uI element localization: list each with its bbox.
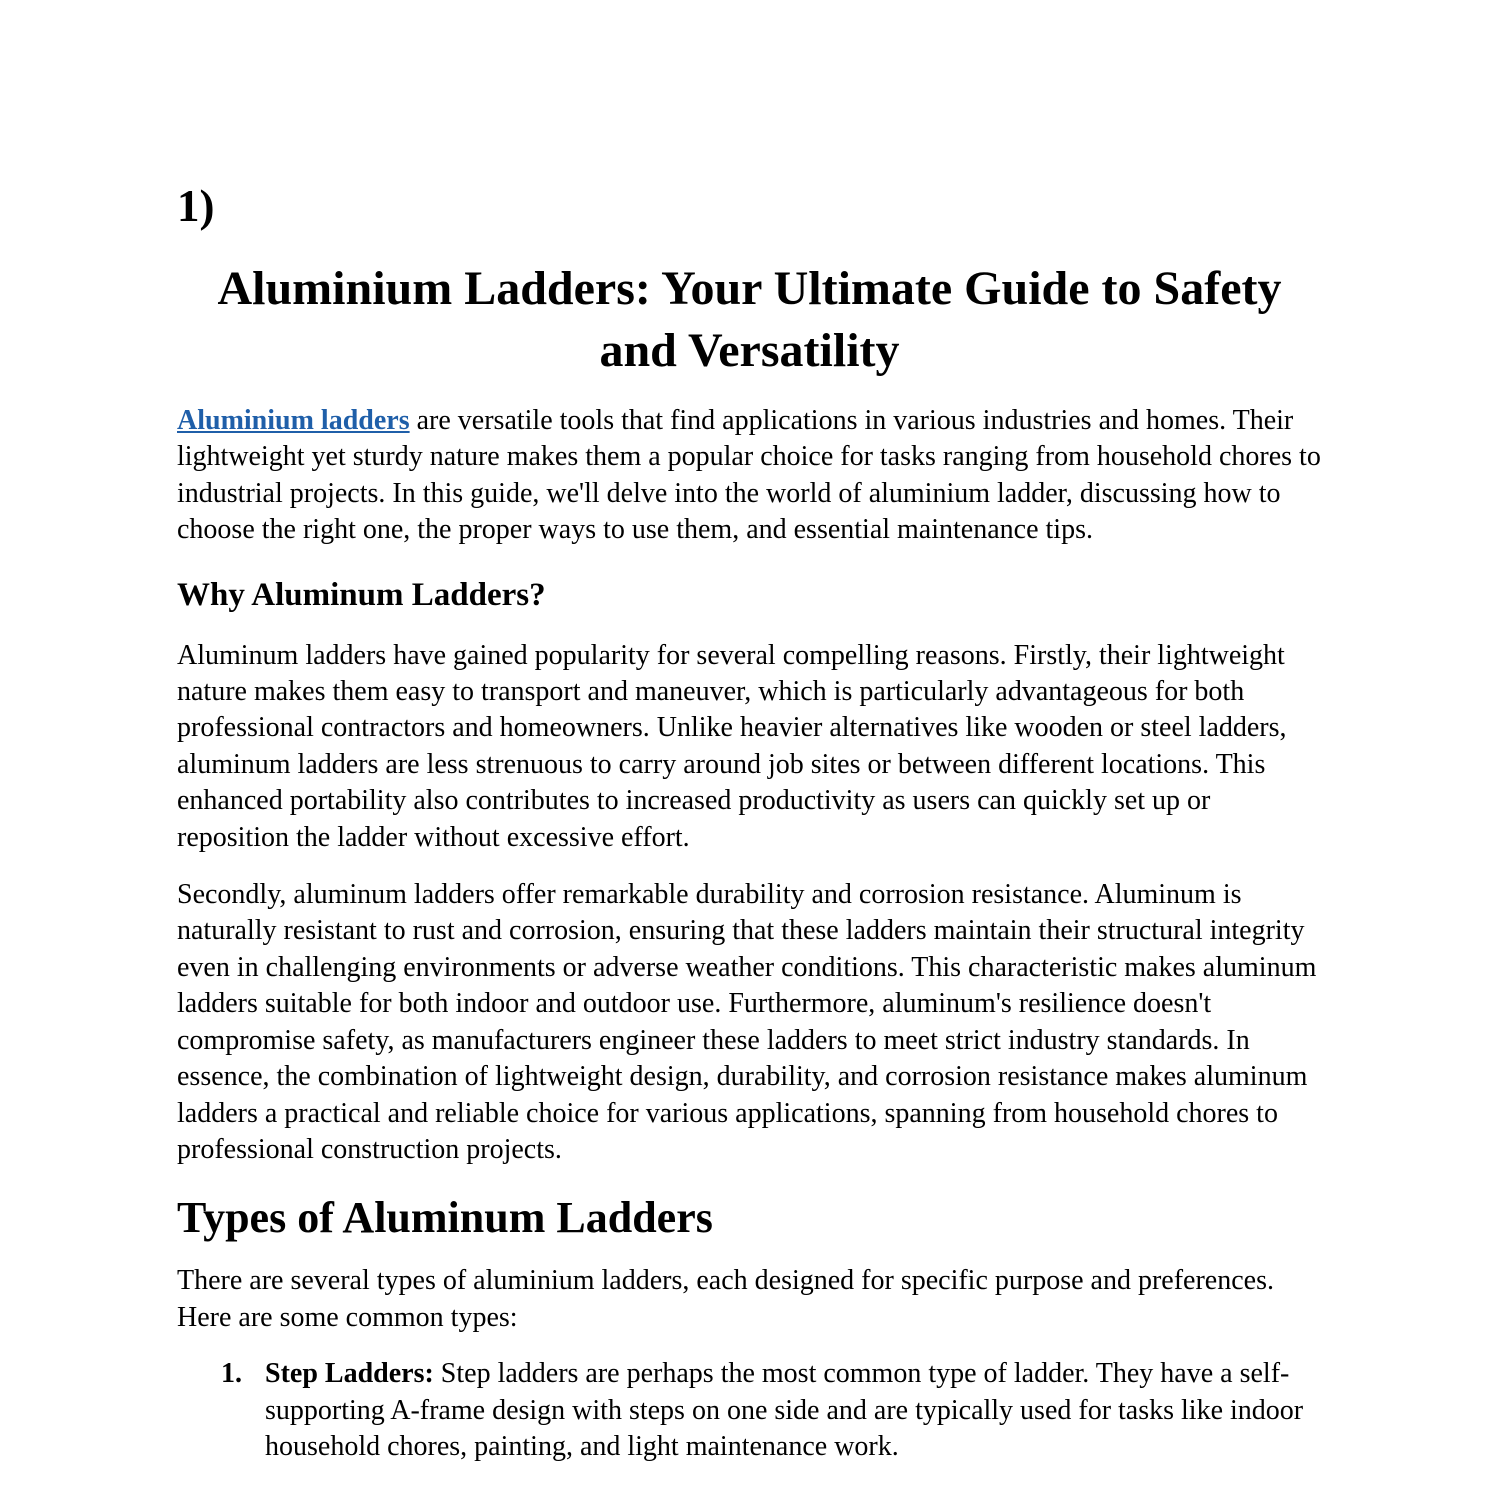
page-number: 1) — [177, 181, 215, 231]
intro-paragraph — [177, 403, 1322, 549]
types-section-heading: Types of Aluminum Ladders — [177, 1193, 713, 1243]
types-list — [177, 1356, 1322, 1465]
document-content — [177, 178, 1322, 1465]
why-section-heading: Why Aluminum Ladders? — [177, 576, 546, 613]
aluminium-ladders-link[interactable]: Aluminium ladders — [177, 405, 410, 436]
list-item — [177, 1356, 1322, 1465]
why-paragraph-2: Secondly, aluminum ladders offer remarkable durability and corrosion resistance. Aluminum is naturally resistant to rust and corrosion, ensuring that these ladders maintain their structural integrity even in challenging environments or adverse weather conditions. This characteristic makes aluminum ladders suitable for both indoor and outdoor use. Furthermore, aluminum's resilience doesn't compromise safety, as manufacturers engineer these ladders to meet strict industry standards. In essence, the combination of lightweight design, durability, and corrosion resistance makes aluminum ladders a practical and reliable choice for various applications, spanning from household chores to professional construction projects. — [177, 879, 1317, 1165]
intro-text: are versatile tools that find applications in various industries and homes. Their lightweight yet sturdy nature makes them a popular choice for tasks ranging from household chores to industrial projects. In this guide, we'll delve into the world of aluminium ladder, discussing how to choose the right one, the proper ways to use them, and essential maintenance tips. — [177, 405, 1321, 546]
list-item-term: Step Ladders: — [265, 1358, 434, 1390]
why-paragraph-1: Aluminum ladders have gained popularity for several compelling reasons. Firstly, their lightweight nature makes them easy to transport and maneuver, which is particularly advantageous for both professional contractors and homeowners. Unlike heavier alternatives like wooden or steel ladders, aluminum ladders are less strenuous to carry around job sites or between different locations. This enhanced portability also contributes to increased productivity as users can quickly set up or reposition the ladder without excessive effort. — [177, 639, 1287, 853]
types-intro-paragraph: There are several types of aluminium ladders, each designed for specific purpose and preferences. Here are some common types: — [177, 1265, 1274, 1333]
list-item-number: 1. — [221, 1358, 242, 1390]
document-title: Aluminium Ladders: Your Ultimate Guide to Safety and Versatility — [217, 262, 1282, 377]
list-item-description: Step ladders are perhaps the most common type of ladder. They have a self-supporting A-frame design with steps on one side and are typically used for tasks like indoor household chores, painting, and light maintenance work. — [265, 1358, 1304, 1462]
